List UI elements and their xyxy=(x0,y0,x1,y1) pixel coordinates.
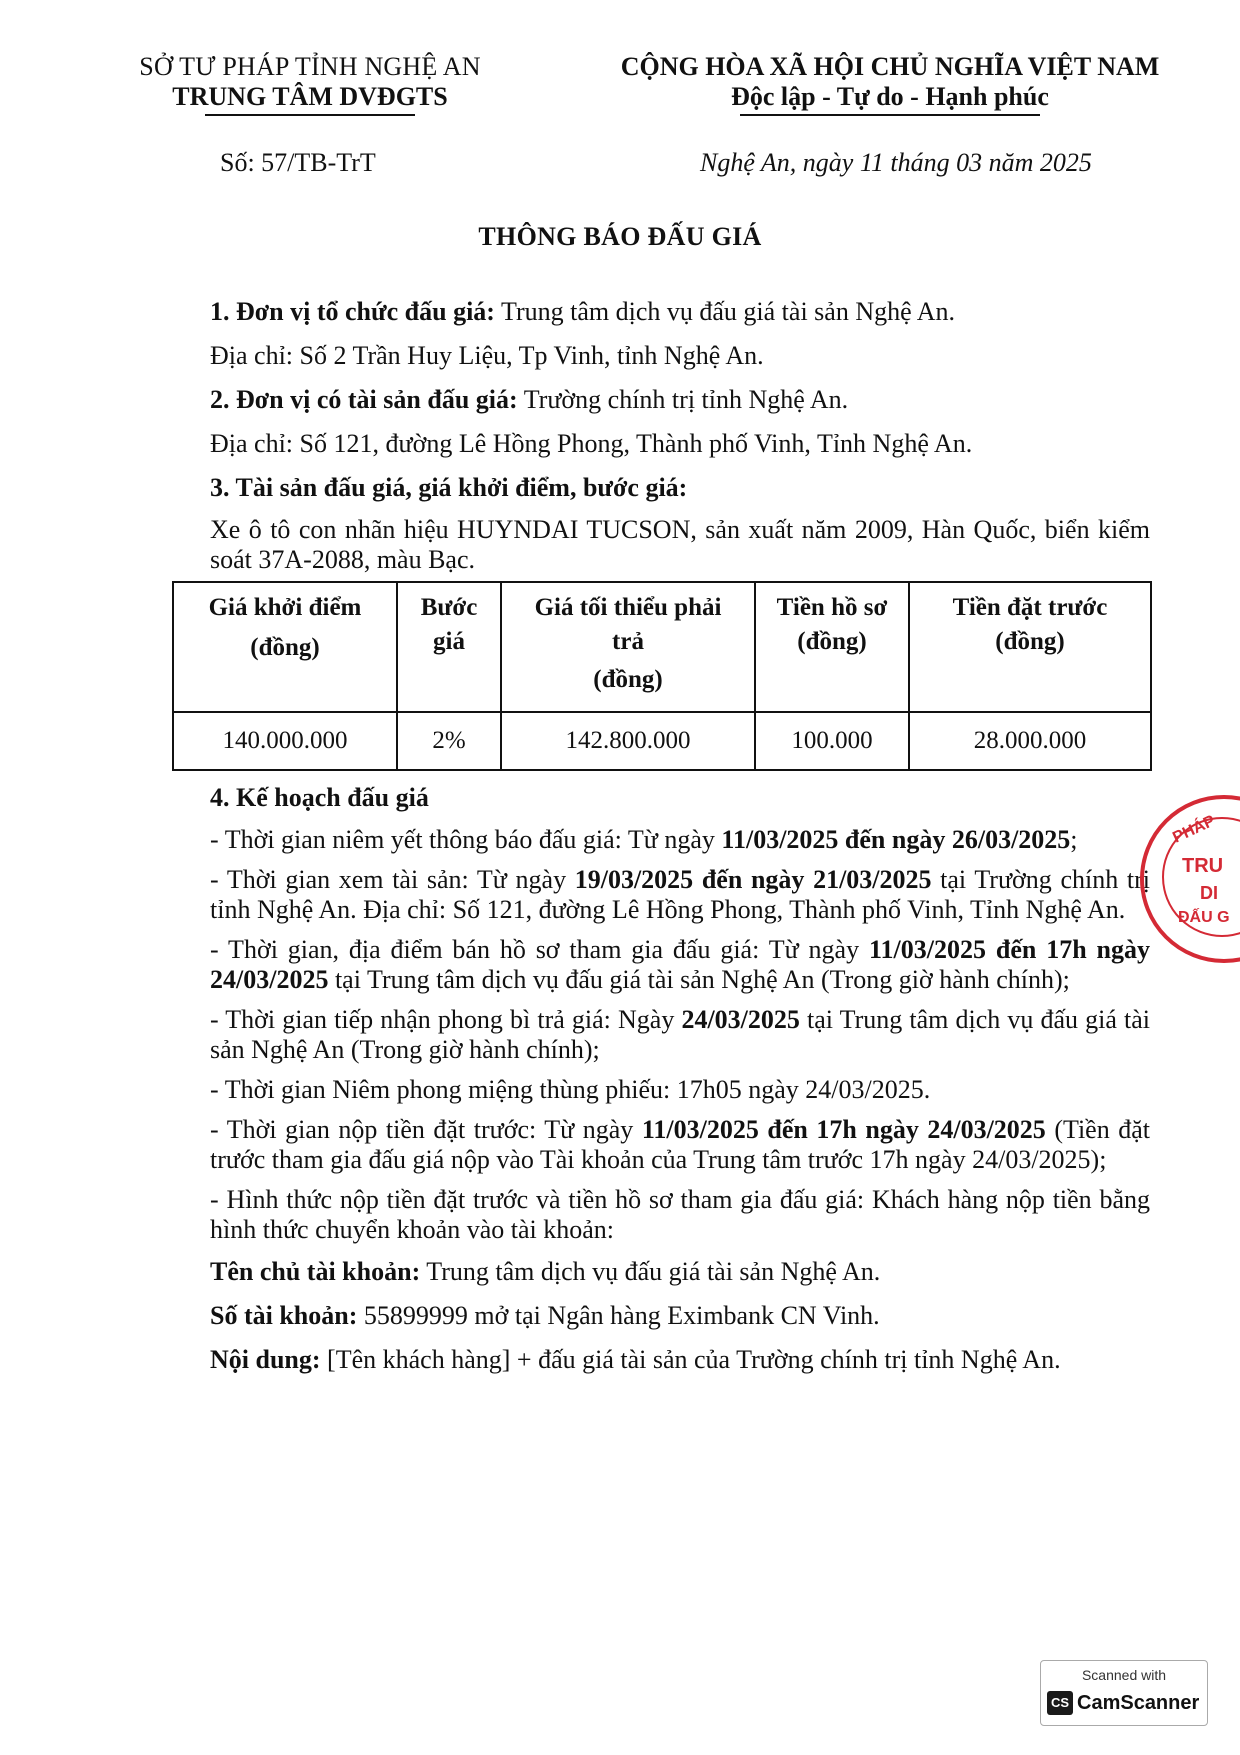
plan-item-dates: 11/03/2025 đến ngày 26/03/2025 xyxy=(721,825,1071,854)
header-cell-line: Tiền hồ sơ xyxy=(776,594,888,621)
header-starting-price xyxy=(173,582,397,712)
header-price-step xyxy=(397,582,501,712)
section-2-owner xyxy=(170,383,1150,417)
plan-item-dates: 24/03/2025 xyxy=(681,1005,800,1034)
section-1-organizer xyxy=(170,295,1150,329)
header-cell-line: (đồng) xyxy=(250,634,320,661)
header-cell-line: trả xyxy=(612,628,644,655)
value-starting-price: 140.000.000 xyxy=(173,712,397,770)
section-1-label: 1. Đơn vị tổ chức đấu giá: xyxy=(210,297,495,326)
header-dossier-fee xyxy=(755,582,909,712)
value-minimum-price: 142.800.000 xyxy=(501,712,755,770)
account-name-label: Tên chủ tài khoản: xyxy=(210,1257,421,1286)
motto-underline xyxy=(740,114,1040,116)
section-2-address: Địa chỉ: Số 121, đường Lê Hồng Phong, Thành phố Vinh, Tỉnh Nghệ An. xyxy=(210,429,973,458)
national-motto: Độc lập - Tự do - Hạnh phúc xyxy=(731,82,1049,111)
watermark-caption: Scanned with xyxy=(1081,1667,1167,1683)
plan-item-text: (Tiền đặt trước tham gia đấu giá nộp vào Tài khoản của Trung tâm trước 17h ngày 24/03/2025); xyxy=(210,1115,1151,1174)
header-cell-line: (đồng) xyxy=(797,628,867,655)
section-3-label: 3. Tài sản đấu giá, giá khởi điểm, bước giá: xyxy=(210,473,688,502)
document-date: Nghệ An, ngày 11 tháng 03 năm 2025 xyxy=(700,148,1092,177)
header-minimum-price xyxy=(501,582,755,712)
value-deposit: 28.000.000 xyxy=(909,712,1151,770)
transfer-content-value: [Tên khách hàng] + đấu giá tài sản của Trường chính trị tỉnh Nghệ An. xyxy=(320,1345,1061,1374)
account-name-value: Trung tâm dịch vụ đấu giá tài sản Nghệ An. xyxy=(420,1257,881,1286)
section-1-value: Trung tâm dịch vụ đấu giá tài sản Nghệ An. xyxy=(494,297,955,326)
transfer-content-label: Nội dung: xyxy=(210,1345,321,1374)
transfer-content xyxy=(170,1343,1150,1377)
plan-item-text: - Thời gian nộp tiền đặt trước: Từ ngày xyxy=(210,1115,642,1144)
header-cell-line: Bước xyxy=(420,594,478,621)
header-cell-line: Tiền đặt trước xyxy=(952,594,1108,621)
seal-text: TRU xyxy=(1182,855,1224,877)
account-number-label: Số tài khoản: xyxy=(210,1301,358,1330)
plan-item-text: - Thời gian xem tài sản: Từ ngày xyxy=(210,865,575,894)
camscanner-watermark xyxy=(1040,1660,1208,1726)
plan-item-text: - Thời gian niêm yết thông báo đấu giá: Từ ngày xyxy=(210,825,722,854)
header-cell-line: giá xyxy=(433,628,465,655)
section-4-label: 4. Kế hoạch đấu giá xyxy=(210,783,429,812)
plan-item-text: tại Trường chính trị tỉnh Nghệ An. Địa chỉ: Số 121, đường Lê Hồng Phong, Thành phố Vinh, Tỉnh Nghệ An. xyxy=(210,865,1150,924)
plan-item-text: tại Trung tâm dịch vụ đấu giá tài sản Nghệ An (Trong giờ hành chính); xyxy=(328,965,1070,994)
national-header xyxy=(580,52,1200,116)
plan-item-text: tại Trung tâm dịch vụ đấu giá tài sản Nghệ An (Trong giờ hành chính); xyxy=(210,1005,1150,1064)
plan-item-listing xyxy=(170,825,1150,855)
plan-item-dates: 11/03/2025 đến 17h ngày 24/03/2025 xyxy=(641,1115,1046,1144)
plan-item-dates: 19/03/2025 đến ngày 21/03/2025 xyxy=(574,865,932,894)
national-name: CỘNG HÒA XÃ HỘI CHỦ NGHĨA VIỆT NAM xyxy=(620,52,1160,81)
section-2-label: 2. Đơn vị có tài sản đấu giá: xyxy=(210,385,518,414)
value-price-step: 2% xyxy=(397,712,501,770)
plan-item-sealing: - Thời gian Niêm phong miệng thùng phiếu: 17h05 ngày 24/03/2025. xyxy=(210,1075,931,1104)
seal-text: PHÁP xyxy=(1170,812,1218,847)
issuer-underline xyxy=(205,114,415,116)
header-cell-line: Giá khởi điểm xyxy=(208,594,362,621)
plan-item-envelope xyxy=(170,1005,1150,1065)
plan-item-payment-method: - Hình thức nộp tiền đặt trước và tiền hồ sơ tham gia đấu giá: Khách hàng nộp tiền bằng hình thức chuyển khoản vào tài khoản: xyxy=(210,1185,1150,1244)
camscanner-logo-icon: CS xyxy=(1047,1691,1073,1715)
section-2-value: Trường chính trị tỉnh Nghệ An. xyxy=(517,385,849,414)
plan-item-viewing xyxy=(170,865,1150,925)
price-table xyxy=(172,581,1152,771)
price-table-header-row xyxy=(173,582,1151,712)
header-cell-line: Giá tối thiểu phải xyxy=(534,594,722,621)
header-cell-line: (đồng) xyxy=(995,628,1065,655)
issuer-center: TRUNG TÂM DVĐGTS xyxy=(172,82,448,111)
plan-item-text: ; xyxy=(1070,825,1078,854)
plan-item-deposit xyxy=(170,1115,1150,1175)
account-number xyxy=(170,1299,1150,1333)
plan-item-text: - Thời gian tiếp nhận phong bì trả giá: Ngày xyxy=(210,1005,682,1034)
red-seal-stamp xyxy=(1140,795,1240,963)
value-dossier-fee: 100.000 xyxy=(755,712,909,770)
account-name xyxy=(170,1255,1150,1289)
watermark-brand: CamScanner xyxy=(1077,1692,1200,1714)
issuer-department: SỞ TƯ PHÁP TỈNH NGHỆ AN xyxy=(139,52,481,81)
seal-text: ĐẤU G xyxy=(1178,909,1230,926)
document-number: Số: 57/TB-TrT xyxy=(220,148,376,177)
issuer-header xyxy=(110,52,510,116)
document-title: THÔNG BÁO ĐẤU GIÁ xyxy=(478,222,762,251)
account-number-value: 55899999 mở tại Ngân hàng Eximbank CN Vinh. xyxy=(357,1301,880,1330)
document-body xyxy=(170,295,1150,1387)
plan-item-text: - Thời gian, địa điểm bán hồ sơ tham gia đấu giá: Từ ngày xyxy=(210,935,869,964)
section-3-asset: Xe ô tô con nhãn hiệu HUYNDAI TUCSON, sản xuất năm 2009, Hàn Quốc, biển kiểm soát 37A-2088, màu Bạc. xyxy=(210,515,1150,574)
header-cell-line: (đồng) xyxy=(593,666,663,693)
plan-item-dates: 11/03/2025 đến 17h ngày 24/03/2025 xyxy=(210,935,1150,994)
plan-item-dossier-sale xyxy=(170,935,1150,995)
price-table-value-row xyxy=(173,712,1151,770)
seal-text: DI xyxy=(1200,883,1218,903)
section-1-address: Địa chỉ: Số 2 Trần Huy Liệu, Tp Vinh, tỉnh Nghệ An. xyxy=(210,341,764,370)
header-deposit xyxy=(909,582,1151,712)
